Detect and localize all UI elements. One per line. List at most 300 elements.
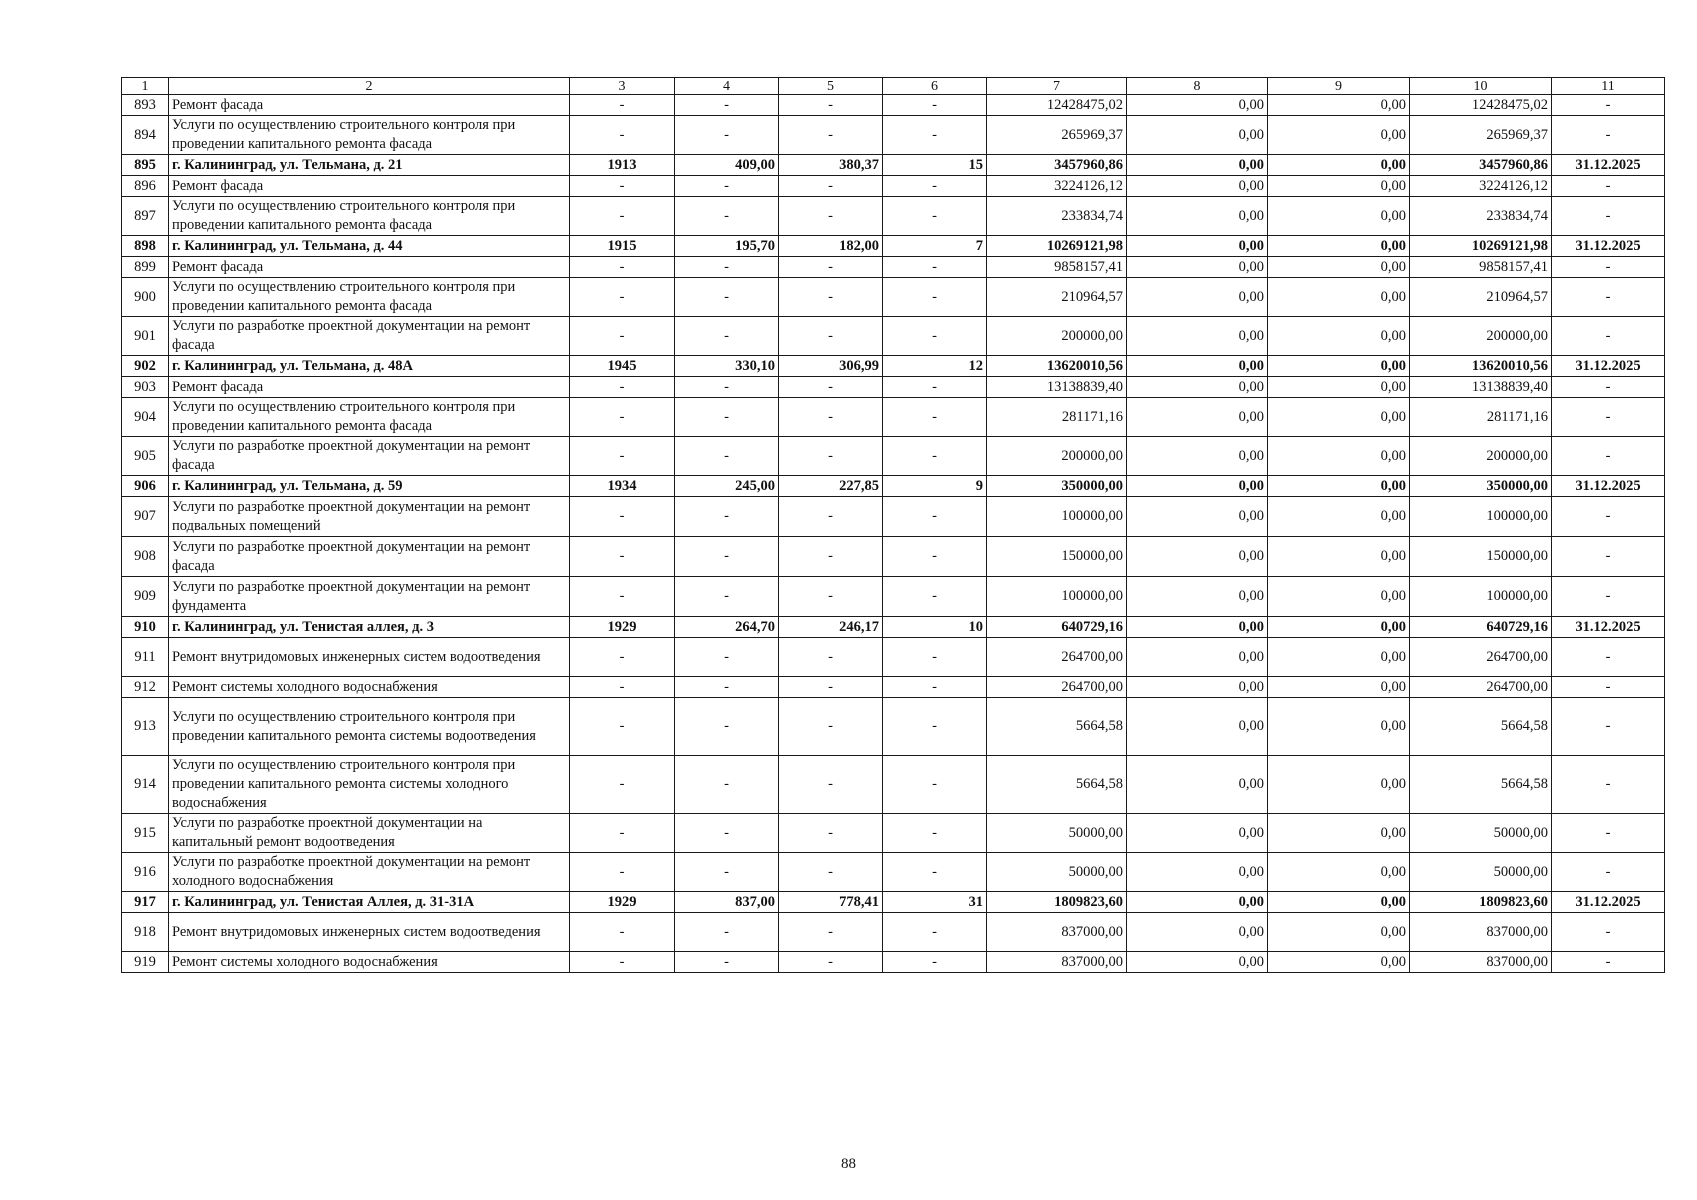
fund-2-cell: 0,00 [1268, 892, 1410, 913]
fund-1-cell: 0,00 [1127, 617, 1268, 638]
table-row [122, 317, 1665, 356]
work-name-cell: Услуги по осуществлению строительного контроля при проведении капитального ремонта фасада [169, 398, 570, 437]
row-number-cell: 917 [122, 892, 169, 913]
cost-total-cell: 150000,00 [987, 537, 1127, 577]
deadline-cell: - [1552, 257, 1665, 278]
year-cell: - [570, 377, 675, 398]
cost-total-cell: 10269121,98 [987, 236, 1127, 257]
area-living-cell: - [779, 853, 883, 892]
fund-2-cell: 0,00 [1268, 677, 1410, 698]
year-cell: - [570, 577, 675, 617]
work-name-cell: Услуги по осуществлению строительного контроля при проведении капитального ремонта системы водоотведения [169, 698, 570, 756]
column-header: 9 [1268, 78, 1410, 95]
fund-3-cell: 265969,37 [1410, 116, 1552, 155]
deadline-cell: - [1552, 278, 1665, 317]
fund-2-cell: 0,00 [1268, 356, 1410, 377]
fund-1-cell: 0,00 [1127, 398, 1268, 437]
row-number-cell: 905 [122, 437, 169, 476]
area-living-cell: - [779, 537, 883, 577]
cost-total-cell: 350000,00 [987, 476, 1127, 497]
fund-2-cell: 0,00 [1268, 698, 1410, 756]
area-total-cell: - [675, 577, 779, 617]
work-name-cell: Ремонт фасада [169, 257, 570, 278]
work-name-cell: Услуги по разработке проектной документации на ремонт фасада [169, 437, 570, 476]
area-total-cell: - [675, 537, 779, 577]
table-row [122, 814, 1665, 853]
cost-total-cell: 13620010,56 [987, 356, 1127, 377]
fund-3-cell: 150000,00 [1410, 537, 1552, 577]
table-row [122, 116, 1665, 155]
work-name-cell: Услуги по разработке проектной документации на ремонт холодного водоснабжения [169, 853, 570, 892]
year-cell: - [570, 537, 675, 577]
area-total-cell: 409,00 [675, 155, 779, 176]
row-number-cell: 895 [122, 155, 169, 176]
row-number-cell: 915 [122, 814, 169, 853]
cost-total-cell: 50000,00 [987, 814, 1127, 853]
deadline-cell: - [1552, 677, 1665, 698]
row-number-cell: 904 [122, 398, 169, 437]
cost-total-cell: 640729,16 [987, 617, 1127, 638]
fund-1-cell: 0,00 [1127, 814, 1268, 853]
area-total-cell: 195,70 [675, 236, 779, 257]
row-number-cell: 906 [122, 476, 169, 497]
fund-1-cell: 0,00 [1127, 116, 1268, 155]
table-row [122, 698, 1665, 756]
residents-cell: 12 [883, 356, 987, 377]
residents-cell: - [883, 756, 987, 814]
deadline-cell: 31.12.2025 [1552, 356, 1665, 377]
year-cell: - [570, 638, 675, 677]
fund-3-cell: 200000,00 [1410, 317, 1552, 356]
area-living-cell: 380,37 [779, 155, 883, 176]
area-total-cell: - [675, 176, 779, 197]
fund-3-cell: 50000,00 [1410, 814, 1552, 853]
fund-3-cell: 1809823,60 [1410, 892, 1552, 913]
work-name-cell: Услуги по разработке проектной документации на ремонт фасада [169, 317, 570, 356]
area-living-cell: - [779, 577, 883, 617]
cost-total-cell: 281171,16 [987, 398, 1127, 437]
area-living-cell: 778,41 [779, 892, 883, 913]
cost-total-cell: 200000,00 [987, 317, 1127, 356]
table-row [122, 278, 1665, 317]
deadline-cell: - [1552, 116, 1665, 155]
table-row [122, 437, 1665, 476]
deadline-cell: - [1552, 537, 1665, 577]
fund-1-cell: 0,00 [1127, 853, 1268, 892]
area-total-cell: 245,00 [675, 476, 779, 497]
year-cell: - [570, 317, 675, 356]
area-living-cell: - [779, 278, 883, 317]
area-living-cell: - [779, 377, 883, 398]
fund-1-cell: 0,00 [1127, 476, 1268, 497]
cost-total-cell: 264700,00 [987, 677, 1127, 698]
area-total-cell: 837,00 [675, 892, 779, 913]
fund-1-cell: 0,00 [1127, 278, 1268, 317]
fund-3-cell: 13138839,40 [1410, 377, 1552, 398]
table-row [122, 677, 1665, 698]
cost-total-cell: 9858157,41 [987, 257, 1127, 278]
works-table [121, 77, 1665, 973]
cost-total-cell: 264700,00 [987, 638, 1127, 677]
residents-cell: 9 [883, 476, 987, 497]
table-row [122, 952, 1665, 973]
fund-1-cell: 0,00 [1127, 497, 1268, 537]
row-number-cell: 894 [122, 116, 169, 155]
cost-total-cell: 13138839,40 [987, 377, 1127, 398]
fund-3-cell: 281171,16 [1410, 398, 1552, 437]
row-number-cell: 893 [122, 95, 169, 116]
year-cell: - [570, 698, 675, 756]
table-row [122, 176, 1665, 197]
year-cell: 1945 [570, 356, 675, 377]
area-living-cell: - [779, 176, 883, 197]
deadline-cell: 31.12.2025 [1552, 617, 1665, 638]
fund-1-cell: 0,00 [1127, 317, 1268, 356]
area-total-cell: - [675, 116, 779, 155]
residents-cell: - [883, 398, 987, 437]
fund-3-cell: 264700,00 [1410, 638, 1552, 677]
fund-3-cell: 13620010,56 [1410, 356, 1552, 377]
work-name-cell: Ремонт фасада [169, 377, 570, 398]
year-cell: - [570, 257, 675, 278]
year-cell: - [570, 497, 675, 537]
work-name-cell: Услуги по осуществлению строительного контроля при проведении капитального ремонта системы холодного водоснабжения [169, 756, 570, 814]
cost-total-cell: 3457960,86 [987, 155, 1127, 176]
fund-2-cell: 0,00 [1268, 577, 1410, 617]
area-living-cell: - [779, 952, 883, 973]
column-header: 6 [883, 78, 987, 95]
row-number-cell: 916 [122, 853, 169, 892]
table-row [122, 853, 1665, 892]
cost-total-cell: 837000,00 [987, 913, 1127, 952]
fund-1-cell: 0,00 [1127, 892, 1268, 913]
area-total-cell: - [675, 317, 779, 356]
deadline-cell: - [1552, 952, 1665, 973]
area-total-cell: - [675, 698, 779, 756]
residents-cell: - [883, 577, 987, 617]
year-cell: - [570, 853, 675, 892]
fund-3-cell: 50000,00 [1410, 853, 1552, 892]
table-row [122, 155, 1665, 176]
area-living-cell: 246,17 [779, 617, 883, 638]
fund-1-cell: 0,00 [1127, 537, 1268, 577]
area-living-cell: - [779, 497, 883, 537]
fund-2-cell: 0,00 [1268, 116, 1410, 155]
cost-total-cell: 210964,57 [987, 278, 1127, 317]
deadline-cell: - [1552, 913, 1665, 952]
row-number-cell: 910 [122, 617, 169, 638]
year-cell: - [570, 197, 675, 236]
table-row [122, 497, 1665, 537]
residents-cell: - [883, 317, 987, 356]
residents-cell: - [883, 677, 987, 698]
area-total-cell: - [675, 398, 779, 437]
deadline-cell: - [1552, 756, 1665, 814]
area-total-cell: - [675, 95, 779, 116]
deadline-cell: - [1552, 814, 1665, 853]
area-living-cell: - [779, 437, 883, 476]
table-row [122, 356, 1665, 377]
area-living-cell: - [779, 814, 883, 853]
area-total-cell: - [675, 814, 779, 853]
fund-2-cell: 0,00 [1268, 952, 1410, 973]
area-total-cell: - [675, 677, 779, 698]
column-header: 10 [1410, 78, 1552, 95]
cost-total-cell: 100000,00 [987, 497, 1127, 537]
year-cell: 1913 [570, 155, 675, 176]
area-total-cell: - [675, 638, 779, 677]
residents-cell: 15 [883, 155, 987, 176]
residents-cell: 31 [883, 892, 987, 913]
table-row [122, 476, 1665, 497]
work-name-cell: Услуги по разработке проектной документации на ремонт фасада [169, 537, 570, 577]
area-total-cell: - [675, 497, 779, 537]
work-name-cell: Услуги по осуществлению строительного контроля при проведении капитального ремонта фасада [169, 116, 570, 155]
fund-3-cell: 5664,58 [1410, 756, 1552, 814]
fund-1-cell: 0,00 [1127, 155, 1268, 176]
fund-2-cell: 0,00 [1268, 155, 1410, 176]
work-name-cell: Услуги по осуществлению строительного контроля при проведении капитального ремонта фасада [169, 278, 570, 317]
area-total-cell: - [675, 913, 779, 952]
area-living-cell: - [779, 398, 883, 437]
year-cell: - [570, 116, 675, 155]
residents-cell: 10 [883, 617, 987, 638]
fund-1-cell: 0,00 [1127, 236, 1268, 257]
fund-3-cell: 5664,58 [1410, 698, 1552, 756]
cost-total-cell: 12428475,02 [987, 95, 1127, 116]
table-row [122, 892, 1665, 913]
work-name-cell: г. Калининград, ул. Тельмана, д. 59 [169, 476, 570, 497]
deadline-cell: - [1552, 398, 1665, 437]
column-header: 11 [1552, 78, 1665, 95]
fund-2-cell: 0,00 [1268, 377, 1410, 398]
row-number-cell: 903 [122, 377, 169, 398]
fund-2-cell: 0,00 [1268, 257, 1410, 278]
fund-1-cell: 0,00 [1127, 638, 1268, 677]
fund-1-cell: 0,00 [1127, 257, 1268, 278]
fund-2-cell: 0,00 [1268, 497, 1410, 537]
row-number-cell: 918 [122, 913, 169, 952]
area-total-cell: - [675, 952, 779, 973]
fund-2-cell: 0,00 [1268, 814, 1410, 853]
cost-total-cell: 5664,58 [987, 756, 1127, 814]
fund-1-cell: 0,00 [1127, 913, 1268, 952]
area-living-cell: 227,85 [779, 476, 883, 497]
fund-3-cell: 12428475,02 [1410, 95, 1552, 116]
residents-cell: - [883, 638, 987, 677]
residents-cell: - [883, 497, 987, 537]
year-cell: - [570, 176, 675, 197]
row-number-cell: 912 [122, 677, 169, 698]
table-row [122, 617, 1665, 638]
fund-1-cell: 0,00 [1127, 577, 1268, 617]
fund-2-cell: 0,00 [1268, 617, 1410, 638]
cost-total-cell: 3224126,12 [987, 176, 1127, 197]
cost-total-cell: 200000,00 [987, 437, 1127, 476]
deadline-cell: - [1552, 577, 1665, 617]
area-living-cell: - [779, 197, 883, 236]
fund-1-cell: 0,00 [1127, 677, 1268, 698]
deadline-cell: - [1552, 176, 1665, 197]
work-name-cell: Ремонт фасада [169, 95, 570, 116]
fund-2-cell: 0,00 [1268, 398, 1410, 437]
fund-3-cell: 640729,16 [1410, 617, 1552, 638]
year-cell: 1929 [570, 617, 675, 638]
fund-1-cell: 0,00 [1127, 197, 1268, 236]
area-total-cell: - [675, 437, 779, 476]
work-name-cell: Ремонт фасада [169, 176, 570, 197]
work-name-cell: Услуги по разработке проектной документации на капитальный ремонт водоотведения [169, 814, 570, 853]
year-cell: - [570, 756, 675, 814]
work-name-cell: г. Калининград, ул. Тельмана, д. 21 [169, 155, 570, 176]
year-cell: 1915 [570, 236, 675, 257]
row-number-cell: 902 [122, 356, 169, 377]
deadline-cell: - [1552, 317, 1665, 356]
deadline-cell: - [1552, 197, 1665, 236]
deadline-cell: - [1552, 853, 1665, 892]
fund-1-cell: 0,00 [1127, 952, 1268, 973]
fund-1-cell: 0,00 [1127, 95, 1268, 116]
row-number-cell: 907 [122, 497, 169, 537]
area-living-cell: - [779, 913, 883, 952]
area-total-cell: - [675, 257, 779, 278]
fund-3-cell: 200000,00 [1410, 437, 1552, 476]
row-number-cell: 899 [122, 257, 169, 278]
work-name-cell: Ремонт внутридомовых инженерных систем водоотведения [169, 913, 570, 952]
cost-total-cell: 100000,00 [987, 577, 1127, 617]
row-number-cell: 919 [122, 952, 169, 973]
residents-cell: - [883, 437, 987, 476]
work-name-cell: г. Калининград, ул. Тенистая аллея, д. 3 [169, 617, 570, 638]
year-cell: 1934 [570, 476, 675, 497]
deadline-cell: - [1552, 638, 1665, 677]
fund-2-cell: 0,00 [1268, 437, 1410, 476]
cost-total-cell: 5664,58 [987, 698, 1127, 756]
year-cell: - [570, 398, 675, 437]
fund-3-cell: 264700,00 [1410, 677, 1552, 698]
row-number-cell: 900 [122, 278, 169, 317]
table-row [122, 913, 1665, 952]
fund-3-cell: 100000,00 [1410, 497, 1552, 537]
fund-1-cell: 0,00 [1127, 377, 1268, 398]
year-cell: - [570, 814, 675, 853]
deadline-cell: - [1552, 377, 1665, 398]
fund-3-cell: 837000,00 [1410, 913, 1552, 952]
deadline-cell: 31.12.2025 [1552, 476, 1665, 497]
area-living-cell: - [779, 257, 883, 278]
deadline-cell: - [1552, 437, 1665, 476]
row-number-cell: 911 [122, 638, 169, 677]
deadline-cell: 31.12.2025 [1552, 892, 1665, 913]
year-cell: - [570, 437, 675, 476]
residents-cell: - [883, 116, 987, 155]
fund-2-cell: 0,00 [1268, 317, 1410, 356]
fund-3-cell: 100000,00 [1410, 577, 1552, 617]
row-number-cell: 898 [122, 236, 169, 257]
residents-cell: - [883, 913, 987, 952]
row-number-cell: 913 [122, 698, 169, 756]
cost-total-cell: 50000,00 [987, 853, 1127, 892]
residents-cell: - [883, 377, 987, 398]
year-cell: 1929 [570, 892, 675, 913]
year-cell: - [570, 677, 675, 698]
cost-total-cell: 1809823,60 [987, 892, 1127, 913]
column-header: 4 [675, 78, 779, 95]
table-row [122, 638, 1665, 677]
page-number: 88 [841, 1156, 856, 1172]
column-header: 7 [987, 78, 1127, 95]
column-header: 8 [1127, 78, 1268, 95]
fund-2-cell: 0,00 [1268, 236, 1410, 257]
table-row [122, 257, 1665, 278]
fund-1-cell: 0,00 [1127, 756, 1268, 814]
area-living-cell: - [779, 638, 883, 677]
residents-cell: - [883, 853, 987, 892]
area-living-cell: - [779, 95, 883, 116]
fund-2-cell: 0,00 [1268, 278, 1410, 317]
work-name-cell: Ремонт системы холодного водоснабжения [169, 677, 570, 698]
area-total-cell: 264,70 [675, 617, 779, 638]
year-cell: - [570, 952, 675, 973]
residents-cell: - [883, 176, 987, 197]
work-name-cell: Ремонт внутридомовых инженерных систем водоотведения [169, 638, 570, 677]
work-name-cell: Услуги по разработке проектной документации на ремонт фундамента [169, 577, 570, 617]
residents-cell: - [883, 257, 987, 278]
column-header: 2 [169, 78, 570, 95]
area-total-cell: - [675, 278, 779, 317]
fund-2-cell: 0,00 [1268, 853, 1410, 892]
residents-cell: - [883, 698, 987, 756]
area-living-cell: - [779, 756, 883, 814]
fund-3-cell: 210964,57 [1410, 278, 1552, 317]
fund-3-cell: 350000,00 [1410, 476, 1552, 497]
column-header: 1 [122, 78, 169, 95]
area-total-cell: - [675, 197, 779, 236]
column-header: 3 [570, 78, 675, 95]
work-name-cell: г. Калининград, ул. Тенистая Аллея, д. 31-31А [169, 892, 570, 913]
table-row [122, 95, 1665, 116]
area-total-cell: - [675, 377, 779, 398]
fund-3-cell: 9858157,41 [1410, 257, 1552, 278]
deadline-cell: - [1552, 497, 1665, 537]
area-living-cell: - [779, 116, 883, 155]
deadline-cell: 31.12.2025 [1552, 236, 1665, 257]
fund-2-cell: 0,00 [1268, 197, 1410, 236]
fund-3-cell: 233834,74 [1410, 197, 1552, 236]
fund-2-cell: 0,00 [1268, 638, 1410, 677]
work-name-cell: Услуги по разработке проектной документации на ремонт подвальных помещений [169, 497, 570, 537]
table-row [122, 398, 1665, 437]
row-number-cell: 901 [122, 317, 169, 356]
fund-1-cell: 0,00 [1127, 356, 1268, 377]
table-row [122, 236, 1665, 257]
fund-3-cell: 3457960,86 [1410, 155, 1552, 176]
year-cell: - [570, 278, 675, 317]
area-total-cell: - [675, 756, 779, 814]
year-cell: - [570, 95, 675, 116]
table-row [122, 537, 1665, 577]
deadline-cell: - [1552, 698, 1665, 756]
residents-cell: - [883, 197, 987, 236]
table-row [122, 377, 1665, 398]
deadline-cell: - [1552, 95, 1665, 116]
fund-2-cell: 0,00 [1268, 476, 1410, 497]
fund-2-cell: 0,00 [1268, 537, 1410, 577]
residents-cell: - [883, 814, 987, 853]
row-number-cell: 909 [122, 577, 169, 617]
area-living-cell: 182,00 [779, 236, 883, 257]
residents-cell: - [883, 278, 987, 317]
